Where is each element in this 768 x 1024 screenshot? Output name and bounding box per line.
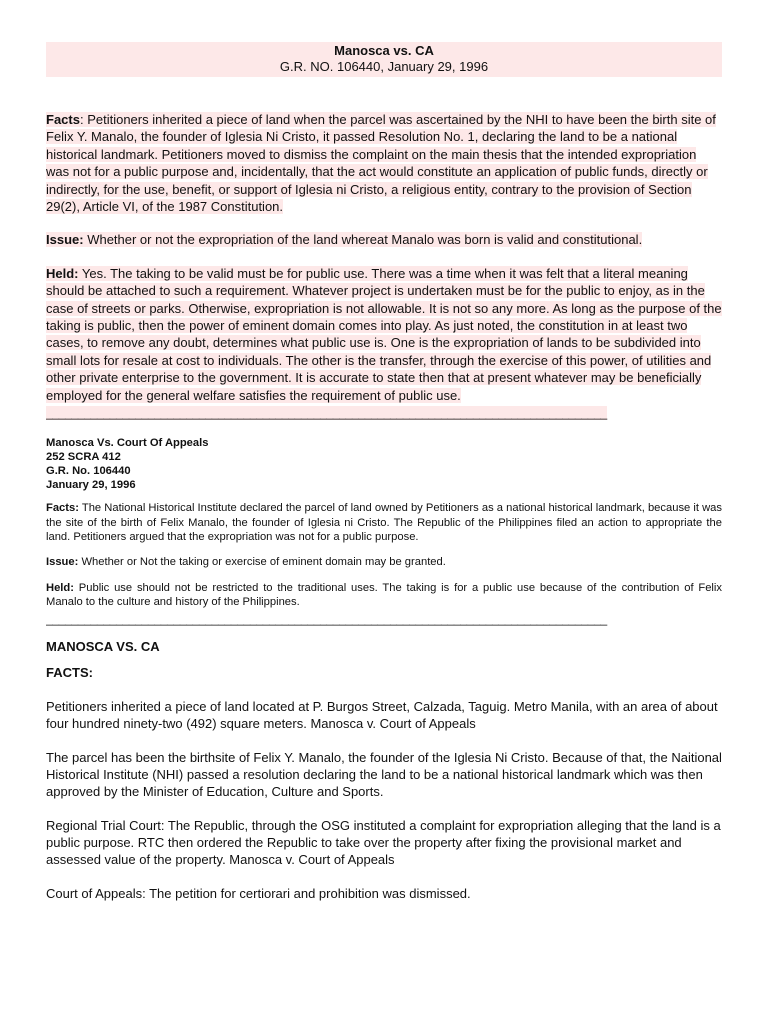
held-text: Yes. The taking to be valid must be for public use. There was a time when it was felt that a literal meaning should be attached to such a requirement. Whatever project is undertaken must be for the public to enjoy, as in the case of streets or parks. Otherwise, expropriation is not allowable. It is not so any more. As long as the purpose of the taking is public, then the power of eminent domain comes into play. As just noted, the constitution in at least two cases, to remove any doubt, determines what public use is. One is the expropriation of lands to be subdivided into small lots for resale at cost to individuals. The other is the transfer, through the exercise of this power, of utilities and other private enterprise to the government. It is accurate to state then that at present whatever may be beneficially employed for the general welfare satisfies the requirement of public use. xyxy=(46,265,722,403)
case-citation: G.R. NO. 106440, January 29, 1996 xyxy=(279,59,489,74)
facts-label: Facts xyxy=(46,112,80,127)
issue-paragraph xyxy=(46,231,722,248)
separator-line: ________________________________________________________________________________________ xyxy=(46,406,607,421)
facts-paragraph: Court of Appeals: The petition for certiorari and prohibition was dismissed. xyxy=(46,885,471,901)
issue-label: Issue: xyxy=(46,232,84,248)
issue-text: Whether or Not the taking or exercise of eminent domain may be granted. xyxy=(78,556,446,569)
gr-number: G.R. No. 106440 xyxy=(46,465,131,478)
held-text: Public use should not be restricted to the traditional uses. The taking is for a public use because of the contribution of Felix Manalo to the culture and history of the Philippines. xyxy=(46,581,722,609)
case-title: Manosca vs. CA xyxy=(334,43,434,58)
digest-two xyxy=(46,492,722,609)
held-label: Held: xyxy=(46,265,79,281)
facts-text: : Petitioners inherited a piece of land when the parcel was ascertained by the NHI to have been the birth site of Felix Y. Manalo, the founder of Iglesia Ni Cristo, it passed Resolution No. 1, declaring the land to be a national historical landmark. Petitioners moved to dismiss the complaint on the main thesis that the intended expropriation was not for a public purpose and, incidentally, that the act would constitute an application of public funds, directly or indirectly, for the use, benefit, or support of Iglesia ni Cristo, a religious entity, contrary to the provision of Section 29(2), Article VI, of the 1987 Constitution. xyxy=(46,112,716,215)
digest-two-header xyxy=(46,436,722,492)
separator-line: ________________________________________________________________________________________ xyxy=(46,611,607,626)
facts-paragraph xyxy=(46,111,722,215)
facts-paragraph: Regional Trial Court: The Republic, through the OSG instituted a complaint for expropriation alleging that the land is a public purpose. RTC then ordered the Republic to take over the property after fixing the provisional market and assessed value of the property. Manosca v. Court of Appeals xyxy=(46,817,721,867)
facts-text: The National Historical Institute declared the parcel of land owned by Petitioners as a national historical landmark, because it was the site of the birth of Felix Manalo, the founder of Iglesia ni Cristo. The Republic of the Philippines filed an action to appropriate the land. Petitioners argued that the expropriation was not for a public purpose. xyxy=(46,502,722,543)
digest-three xyxy=(46,638,722,902)
decision-date: January 29, 1996 xyxy=(46,479,136,492)
issue-label: Issue: xyxy=(46,556,79,569)
digest-heading: MANOSCA VS. CA xyxy=(46,638,160,654)
issue-text: Whether or not the expropriation of the land whereat Manalo was born is valid and constitutional. xyxy=(83,232,643,248)
scra-citation: 252 SCRA 412 xyxy=(46,451,121,464)
facts-label: Facts: xyxy=(46,502,79,515)
facts-paragraph: Petitioners inherited a piece of land located at P. Burgos Street, Calzada, Taguig. Metro Manila, with an area of about four hundred ninety-two (492) square meters. Manosca v. Court of Appeals xyxy=(46,698,718,731)
held-label: Held: xyxy=(46,581,74,594)
issue-paragraph xyxy=(46,555,722,569)
facts-paragraph xyxy=(46,501,722,544)
held-paragraph xyxy=(46,581,722,610)
facts-paragraph: The parcel has been the birthsite of Felix Y. Manalo, the founder of the Iglesia Ni Cristo. Because of that, the Naitional Historical Institute (NHI) passed a resolution declaring the land to be a national historical landmark which was then approved by the Minister of Education, Culture and Sports. xyxy=(46,749,722,799)
digest-one xyxy=(46,111,722,404)
facts-heading: FACTS: xyxy=(46,664,93,680)
document-page xyxy=(46,42,722,902)
case-name: Manosca Vs. Court Of Appeals xyxy=(46,437,209,450)
case-title-block xyxy=(46,42,722,77)
held-paragraph xyxy=(46,265,722,404)
